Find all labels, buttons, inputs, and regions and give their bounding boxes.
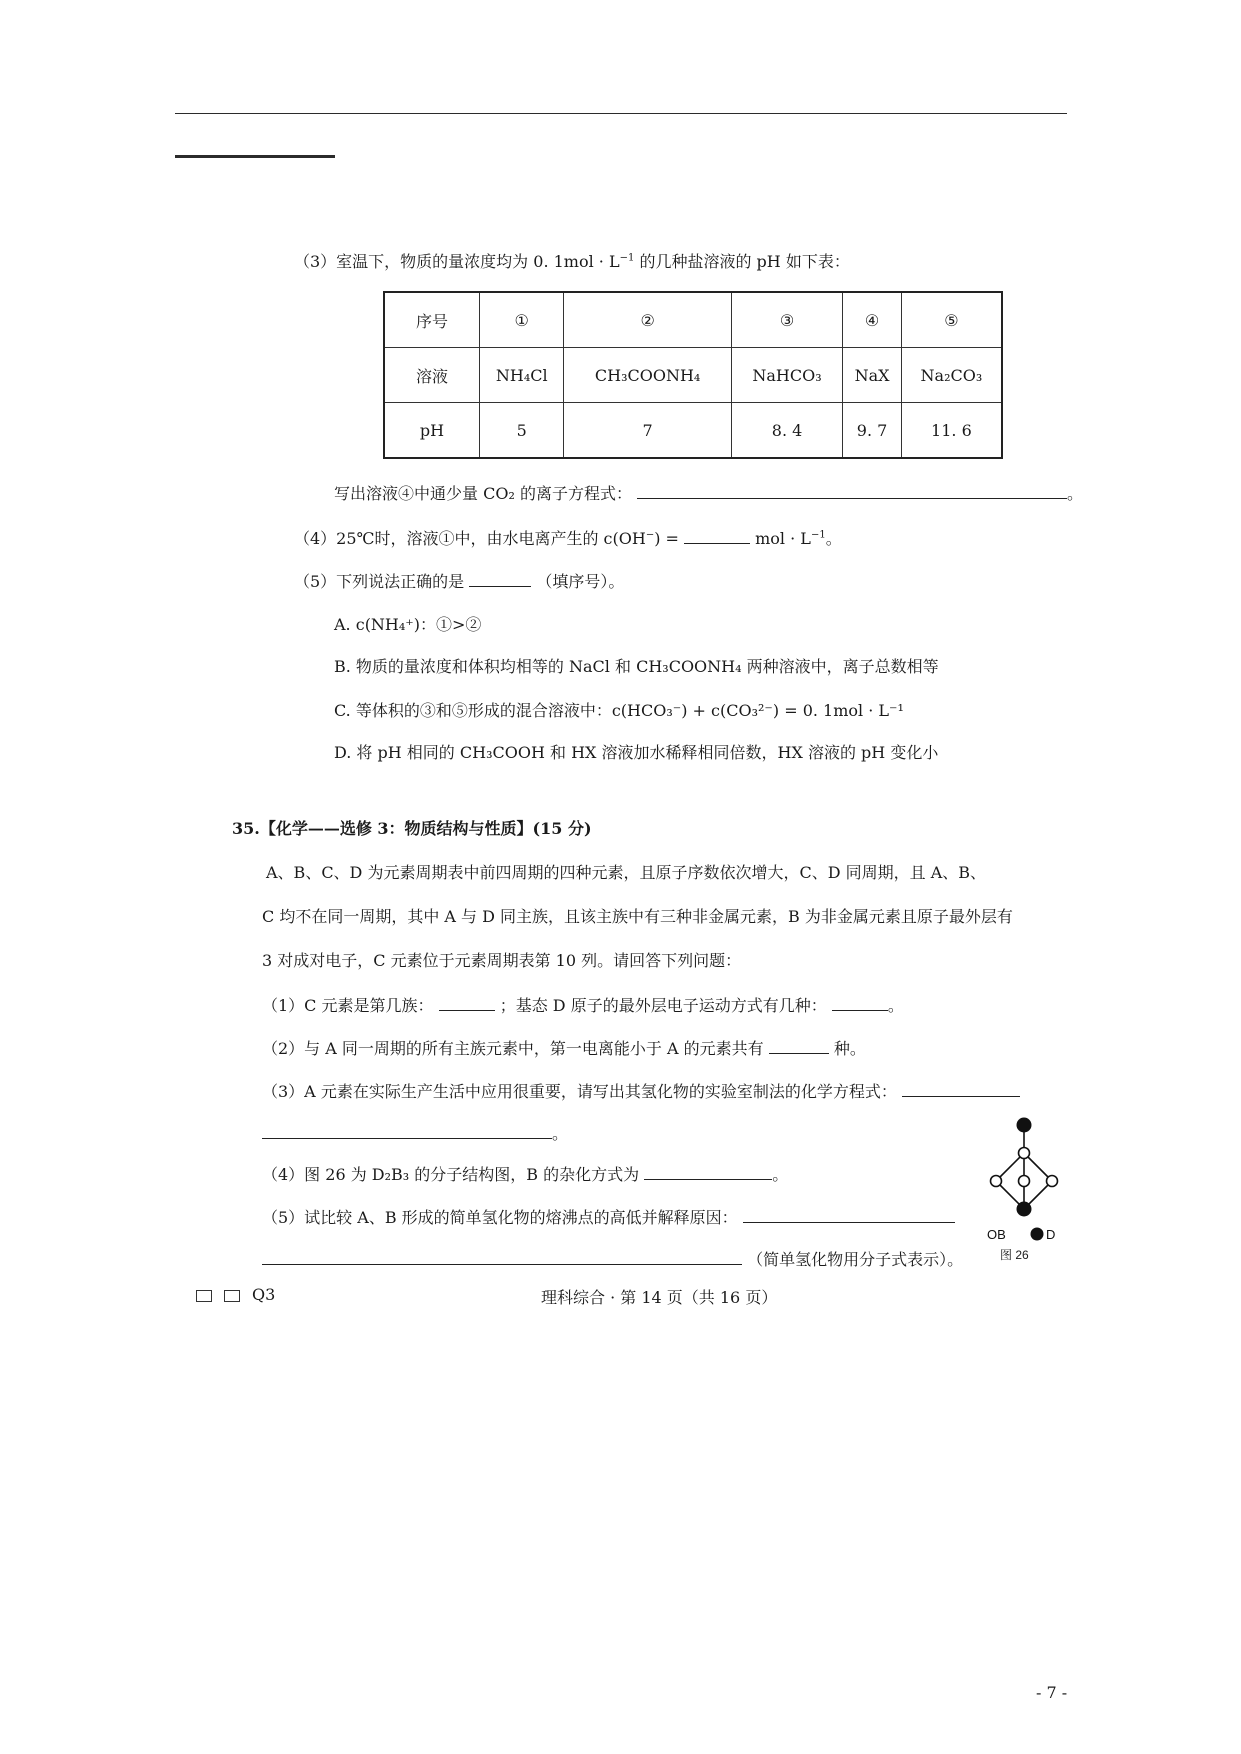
answer-blank <box>262 1122 552 1139</box>
q35-para-1: A、B、C、D 为元素周期表中前四周期的四种元素，且原子序数依次增大，C、D 同周期，且 A、B、 <box>266 863 987 882</box>
q35-sub3-cont <box>262 1122 568 1145</box>
answer-blank <box>832 994 888 1011</box>
q5-option-b: B. 物质的量浓度和体积均相等的 NaCl 和 CH₃COONH₄ 两种溶液中，离子总数相等 <box>334 657 939 676</box>
table-cell: CH₃COONH₄ <box>564 348 731 403</box>
atom-d <box>1017 1202 1032 1217</box>
table-cell: NaHCO₃ <box>731 348 843 403</box>
q35-sub5-cont <box>262 1248 963 1271</box>
table-cell: 9. 7 <box>843 403 902 459</box>
table-cell: ⑤ <box>901 292 1002 348</box>
answer-blank <box>644 1163 772 1180</box>
q5-option-d: D. 将 pH 相同的 CH₃COOH 和 HX 溶液加水稀释相同倍数，HX 溶液的 pH 变化小 <box>334 743 939 762</box>
atom-b <box>1019 1176 1030 1187</box>
q4-line <box>294 527 842 550</box>
q4-end: 。 <box>825 529 842 548</box>
q35-sub4 <box>262 1163 788 1186</box>
legend-d-dot <box>1031 1228 1044 1241</box>
q35-sub2-end: 种。 <box>833 1039 866 1058</box>
table-cell: pH <box>384 403 480 459</box>
q4-text: （4）25℃时，溶液①中，由水电离产生的 c(OH <box>294 529 646 548</box>
table-row <box>384 403 1002 459</box>
answer-blank <box>902 1080 1020 1097</box>
q5-prompt-text: （5）下列说法正确的是 <box>294 572 465 591</box>
q4-unit: mol · L <box>755 529 811 548</box>
answer-blank <box>262 1248 742 1265</box>
footer-box-icon <box>196 1290 212 1302</box>
q3-write-text: 写出溶液④中通少量 CO₂ 的离子方程式： <box>334 484 632 503</box>
table-cell: 7 <box>564 403 731 459</box>
q5-prompt-end: （填序号）。 <box>536 572 625 591</box>
answer-blank <box>769 1037 829 1054</box>
header-accent-rule <box>175 155 335 158</box>
answer-blank <box>439 994 495 1011</box>
header-rule <box>175 113 1067 114</box>
q4-sup: − <box>645 529 655 541</box>
table-cell: ③ <box>731 292 843 348</box>
table-cell: 5 <box>480 403 564 459</box>
table-cell: ② <box>564 292 731 348</box>
q35-para-2: C 均不在同一周期，其中 A 与 D 同主族，且该主族中有三种非金属元素，B 为非金属元素且原子最外层有 <box>262 907 1013 926</box>
page-number: - 7 - <box>1036 1683 1068 1702</box>
footer-box-icon <box>224 1290 240 1302</box>
q35-sub4-text: （4）图 26 为 D₂B₃ 的分子结构图，B 的杂化方式为 <box>262 1165 640 1184</box>
q5-option-a: A. c(NH₄⁺)：①>② <box>334 615 482 634</box>
q5-option-c: C. 等体积的③和⑤形成的混合溶液中：c(HCO₃⁻) + c(CO₃²⁻) = 0. 1mol · L⁻¹ <box>334 701 904 720</box>
q35-sub1-text: （1）C 元素是第几族： <box>262 996 434 1015</box>
q35-sub5-text: （5）试比较 A、B 形成的简单氢化物的熔沸点的高低并解释原因： <box>262 1208 738 1227</box>
footer-code-text: Q3 <box>252 1285 276 1304</box>
figure-caption: 图 26 <box>1000 1248 1029 1262</box>
q3-intro-text: （3）室温下，物质的量浓度均为 0. 1mol · L <box>294 252 620 271</box>
q3-intro <box>294 251 850 273</box>
q35-heading: 35.【化学——选修 3：物质结构与性质】(15 分) <box>232 819 592 838</box>
q35-sub5 <box>262 1206 955 1229</box>
atom-d <box>1017 1118 1032 1133</box>
q35-sub1-text-b: ；基态 D 原子的最外层电子运动方式有几种： <box>499 996 827 1015</box>
footer-code <box>196 1285 275 1304</box>
q35-sub5-end: （简单氢化物用分子式表示）。 <box>747 1250 964 1269</box>
table-row <box>384 348 1002 403</box>
molecule-structure-figure <box>985 1113 1065 1245</box>
answer-blank <box>743 1206 955 1223</box>
legend-b-label: OB <box>987 1227 1006 1242</box>
q3-write-prompt <box>334 482 1083 505</box>
q3-intro-sup: −1 <box>619 252 635 264</box>
q4-unit-sup: −1 <box>810 529 826 541</box>
answer-blank <box>637 482 1067 499</box>
q35-sub2 <box>262 1037 866 1060</box>
q5-prompt <box>294 570 624 593</box>
legend-d-label: D <box>1046 1227 1056 1242</box>
q35-sub3-end: 。 <box>552 1124 569 1143</box>
table-cell: 溶液 <box>384 348 480 403</box>
answer-blank <box>469 570 531 587</box>
table-row <box>384 292 1002 348</box>
q35-sub1 <box>262 994 904 1017</box>
table-cell: ① <box>480 292 564 348</box>
table-cell: ④ <box>843 292 902 348</box>
table-cell: NH₄Cl <box>480 348 564 403</box>
table-cell: 8. 4 <box>731 403 843 459</box>
atom-b <box>1047 1176 1058 1187</box>
table-cell: NaX <box>843 348 902 403</box>
table-cell: 11. 6 <box>901 403 1002 459</box>
table-cell: Na₂CO₃ <box>901 348 1002 403</box>
q35-sub3-text: （3）A 元素在实际生产生活中应用很重要，请写出其氢化物的实验室制法的化学方程式： <box>262 1082 897 1101</box>
q35-sub4-end: 。 <box>772 1165 789 1184</box>
q35-sub3 <box>262 1080 1020 1103</box>
q35-para-3: 3 对成对电子，C 元素位于元素周期表第 10 列。请回答下列问题： <box>262 951 742 970</box>
atom-b <box>1019 1148 1030 1159</box>
footer-page-info: 理科综合 · 第 14 页（共 16 页） <box>541 1288 778 1307</box>
q4-text-b: ) = <box>654 529 679 548</box>
atom-b <box>991 1176 1002 1187</box>
table-cell: 序号 <box>384 292 480 348</box>
end-mark: 。 <box>1067 484 1084 503</box>
q3-intro-text-end: 的几种盐溶液的 pH 如下表： <box>634 252 850 271</box>
salt-ph-table <box>383 291 1003 459</box>
q35-sub2-text: （2）与 A 同一周期的所有主族元素中，第一电离能小于 A 的元素共有 <box>262 1039 764 1058</box>
answer-blank <box>684 527 750 544</box>
q35-sub1-end: 。 <box>887 996 904 1015</box>
